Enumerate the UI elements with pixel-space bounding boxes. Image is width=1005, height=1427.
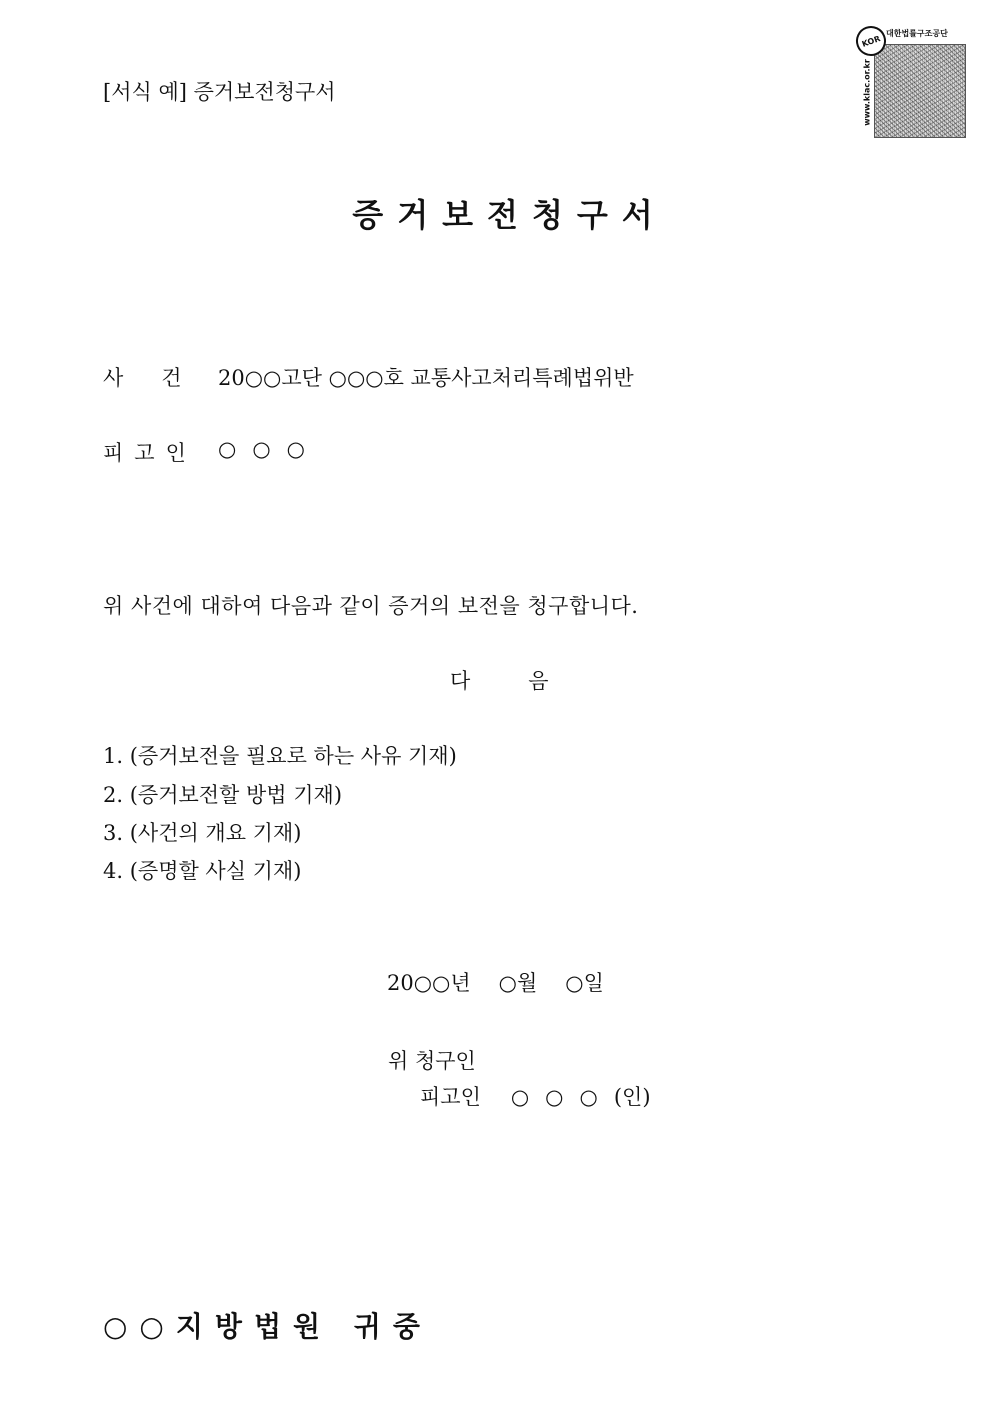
qr-pattern: [874, 44, 966, 138]
intro-text: 위 사건에 대하여 다음과 같이 증거의 보전을 청구합니다.: [103, 594, 639, 618]
court-addressee: ○○지방법원 귀중: [103, 1310, 432, 1343]
claimant-role: 피고인: [420, 1085, 481, 1109]
list-item: 2. (증거보전할 방법 기재): [103, 783, 343, 807]
date-year: 20○○년: [387, 971, 471, 995]
date-day: ○일: [565, 971, 604, 995]
claimant-name: ○○○: [510, 1085, 614, 1109]
case-value: 20○○고단 ○○○호 교통사고처리특례법위반: [218, 366, 634, 390]
claimant-seal: (인): [613, 1085, 651, 1109]
list-item: 4. (증명할 사실 기재): [103, 859, 302, 883]
list-item: 3. (사건의 개요 기재): [103, 821, 302, 845]
claimant-signature: [420, 1081, 651, 1111]
section-heading: 다음: [450, 669, 607, 693]
stamp: [856, 26, 966, 138]
case-label: 사건: [103, 366, 220, 390]
list-item: 1. (증거보전을 필요로 하는 사유 기재): [103, 744, 457, 768]
stamp-url: www.klac.or.kr: [862, 59, 872, 126]
kor-logo-icon: KOR: [852, 22, 890, 60]
document-title: 증거보전청구서: [352, 196, 667, 234]
stamp-org: 대한법률구조공단: [886, 29, 948, 38]
date-month: ○월: [498, 971, 538, 995]
defendant-label: 피고인: [103, 441, 197, 465]
claimant-line: 위 청구인: [388, 1049, 476, 1073]
defendant-value: ○○○: [218, 437, 321, 461]
form-label: [서식 예] 증거보전청구서: [103, 80, 336, 104]
date-line: [387, 967, 604, 997]
